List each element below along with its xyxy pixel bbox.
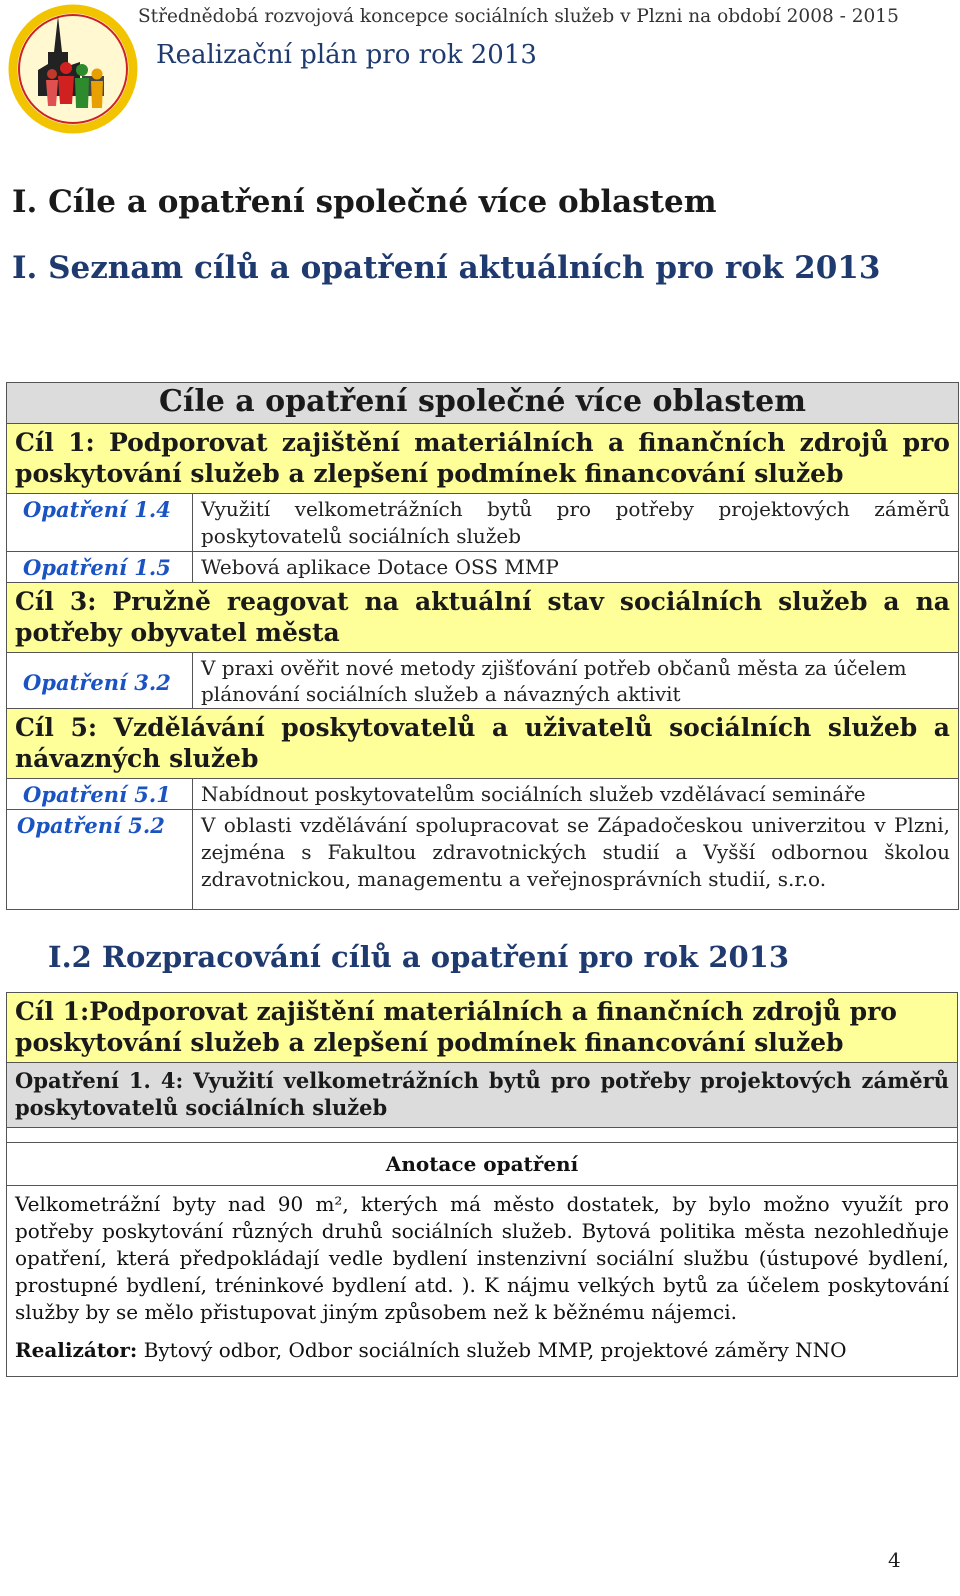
measure-label: Opatření 1.5 — [7, 552, 193, 583]
measure-text: Využití velkometrážních bytů pro potřeby projektových záměrů poskytovatelů sociálních služeb — [193, 494, 959, 552]
plzen-cathedral-people-logo — [8, 4, 138, 134]
goal-row: Cíl 1: Podporovat zajištění materiálních a finančních zdrojů pro poskytování služeb a zlepšení podmínek financování služeb — [7, 424, 959, 494]
annotation-text: Velkometrážní byty nad 90 m², kterých má město dostatek, by bylo možno využít pro potřeby poskytování různých druhů sociálních služeb. Bytová politika města nezohledňuje opatření, která předpokládají vedle bydlení instenzivní sociální službu (ústupové bydlení, prostupné bydlení, tréninkové bydlení atd. ). K nájmu velkých bytů za účelem poskytování služby by se mělo přistupovat jiným způsobem než k běžnému nájemci. — [7, 1186, 958, 1332]
detail-goal: Cíl 1:Podporovat zajištění materiálních a finančních zdrojů pro poskytování služeb a zlepšení podmínek financování služeb — [7, 993, 958, 1063]
measure-text: V oblasti vzdělávání spolupracovat se Západočeskou univerzitou v Plzni, zejména s Fakultou zdravotnických studií a Vyšší odbornou školou zdravotnickou, managementu a veřejnosprávních studií, s.r.o. — [193, 810, 959, 910]
goal-row: Cíl 3: Pružně reagovat na aktuální stav sociálních služeb a na potřeby obyvatel města — [7, 583, 959, 653]
implementer-value: Bytový odbor, Odbor sociálních služeb MMP, projektové záměry NNO — [143, 1338, 847, 1362]
plan-title: Realizační plán pro rok 2013 — [156, 40, 537, 70]
detail-measure: Opatření 1. 4: Využití velkometrážních bytů pro potřeby projektových záměrů poskytovatelů sociálních služeb — [7, 1063, 958, 1128]
page-number: 4 — [888, 1548, 901, 1572]
summary-table — [6, 382, 959, 910]
spacer — [7, 1128, 958, 1143]
measure-label: Opatření 5.2 — [7, 810, 193, 910]
measure-text: Nabídnout poskytovatelům sociálních služeb vzdělávací semináře — [193, 779, 959, 810]
section-heading: I. Cíle a opatření společné více oblastem — [12, 184, 717, 220]
measure-text: V praxi ověřit nové metody zjišťování potřeb občanů města za účelem plánování sociálních služeb a návazných aktivit — [193, 653, 959, 709]
list-heading: I. Seznam cílů a opatření aktuálních pro rok 2013 — [12, 250, 881, 286]
development-heading: I.2 Rozpracování cílů a opatření pro rok 2013 — [48, 940, 790, 974]
detail-table — [6, 992, 958, 1377]
implementer-row — [7, 1331, 958, 1377]
goal-row: Cíl 5: Vzdělávání poskytovatelů a uživatelů sociálních služeb a návazných služeb — [7, 709, 959, 779]
measure-label: Opatření 1.4 — [7, 494, 193, 552]
annotation-heading: Anotace opatření — [7, 1143, 958, 1186]
summary-table-title: Cíle a opatření společné více oblastem — [7, 383, 959, 424]
document-title: Střednědobá rozvojová koncepce sociálních služeb v Plzni na období 2008 - 2015 — [138, 6, 899, 27]
measure-label: Opatření 3.2 — [7, 653, 193, 709]
measure-text: Webová aplikace Dotace OSS MMP — [193, 552, 959, 583]
implementer-label: Realizátor: — [15, 1338, 138, 1362]
measure-label: Opatření 5.1 — [7, 779, 193, 810]
